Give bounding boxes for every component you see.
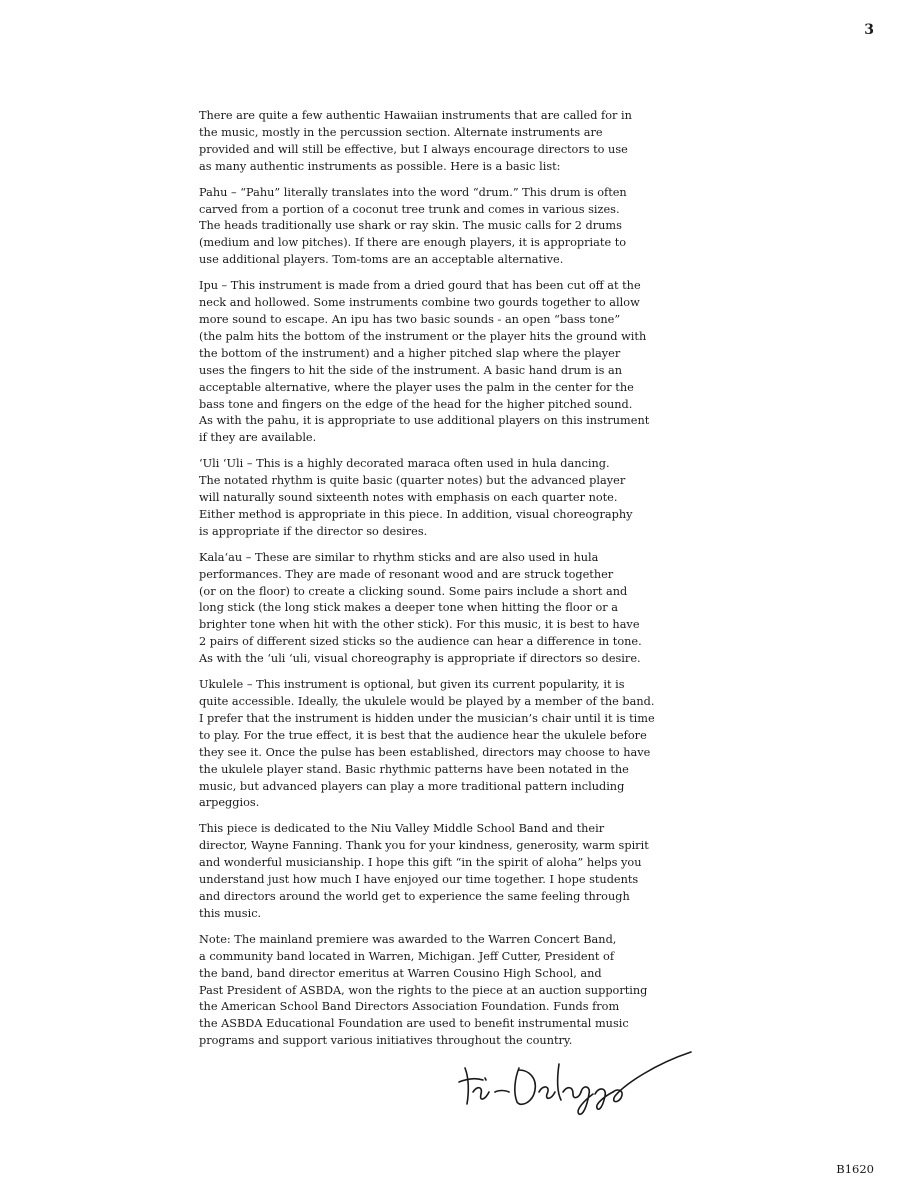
paragraph <box>199 278 704 447</box>
text-line: long stick (the long stick makes a deeper tone when hitting the floor or a <box>199 601 618 615</box>
text-line: the ukulele player stand. Basic rhythmic patterns have been notated in the <box>199 762 629 776</box>
text-line: arpeggios. <box>199 796 260 810</box>
text-line: carved from a portion of a coconut tree trunk and comes in various sizes. <box>199 202 620 216</box>
program-notes <box>199 108 704 1059</box>
text-line: The notated rhythm is quite basic (quarter notes) but the advanced player <box>199 474 626 488</box>
text-line: Note: The mainland premiere was awarded to the Warren Concert Band, <box>199 932 617 946</box>
text-line: performances. They are made of resonant wood and are struck together <box>199 567 614 581</box>
handwritten-signature-icon <box>455 1048 695 1120</box>
text-line: quite accessible. Ideally, the ukulele would be played by a member of the band. <box>199 695 655 708</box>
text-line: Either method is appropriate in this piece. In addition, visual choreography <box>199 507 633 521</box>
text-line: Kalaʻau – These are similar to rhythm sticks and are also used in hula <box>199 550 599 564</box>
text-line: Ipu – This instrument is made from a dried gourd that has been cut off at the <box>199 279 641 293</box>
text-line: music, but advanced players can play a more traditional pattern including <box>199 779 625 793</box>
text-line: provided and will still be effective, but I always encourage directors to use <box>199 142 628 156</box>
text-line: if they are available. <box>199 431 317 445</box>
text-line: more sound to escape. An ipu has two basic sounds - an open “bass tone” <box>199 312 621 326</box>
paragraph <box>199 108 704 176</box>
text-line: ʻUli ʻUli – This is a highly decorated maraca often used in hula dancing. <box>199 457 610 471</box>
paragraph <box>199 185 704 270</box>
text-line: a community band located in Warren, Michigan. Jeff Cutter, President of <box>199 949 615 963</box>
text-line: The heads traditionally use shark or ray skin. The music calls for 2 drums <box>199 219 622 233</box>
text-line: director, Wayne Fanning. Thank you for your kindness, generosity, warm spirit <box>199 839 649 853</box>
text-line: they see it. Once the pulse has been established, directors may choose to have <box>199 745 651 759</box>
text-line: (or on the floor) to create a clicking sound. Some pairs include a short and <box>199 584 628 598</box>
text-line: neck and hollowed. Some instruments combine two gourds together to allow <box>199 296 640 310</box>
paragraph <box>199 456 704 541</box>
text-line: acceptable alternative, where the player uses the palm in the center for the <box>199 380 634 394</box>
text-line: 2 pairs of different sized sticks so the audience can hear a difference in tone. <box>199 635 642 649</box>
text-line: will naturally sound sixteenth notes with emphasis on each quarter note. <box>199 491 618 505</box>
text-line: the band, band director emeritus at Warren Cousino High School, and <box>199 966 602 980</box>
text-line: the American School Band Directors Association Foundation. Funds from <box>199 1000 620 1014</box>
text-line: and wonderful musicianship. I hope this gift “in the spirit of aloha” helps you <box>199 856 642 870</box>
paragraph <box>199 932 704 1050</box>
text-line: and directors around the world get to experience the same feeling through <box>199 889 630 903</box>
paragraph <box>199 677 704 812</box>
catalog-number: B1620 <box>836 1162 874 1176</box>
text-line: There are quite a few authentic Hawaiian instruments that are called for in <box>199 109 632 122</box>
paragraph <box>199 550 704 668</box>
text-line: (medium and low pitches). If there are enough players, it is appropriate to <box>199 236 627 250</box>
paragraph <box>199 821 704 922</box>
text-line: uses the fingers to hit the side of the instrument. A basic hand drum is an <box>199 363 623 377</box>
text-line: This piece is dedicated to the Niu Valley Middle School Band and their <box>199 822 605 836</box>
text-line: (the palm hits the bottom of the instrument or the player hits the ground with <box>199 329 647 343</box>
text-line: as many authentic instruments as possible. Here is a basic list: <box>199 159 561 173</box>
text-line: this music. <box>199 906 262 920</box>
text-line: As with the ʻuli ʻuli, visual choreography is appropriate if directors so desire. <box>199 652 641 666</box>
text-line: Pahu – “Pahu” literally translates into the word “drum.” This drum is often <box>199 185 627 199</box>
text-line: Ukulele – This instrument is optional, but given its current popularity, it is <box>199 678 625 692</box>
text-line: I prefer that the instrument is hidden under the musician’s chair until it is time <box>199 711 655 725</box>
text-line: the ASBDA Educational Foundation are used to benefit instrumental music <box>199 1017 629 1031</box>
page-number: 3 <box>864 22 874 38</box>
text-line: As with the pahu, it is appropriate to use additional players on this instrument <box>199 414 650 428</box>
text-line: programs and support various initiatives throughout the country. <box>199 1034 573 1048</box>
text-line: use additional players. Tom-toms are an acceptable alternative. <box>199 253 564 267</box>
text-line: the bottom of the instrument) and a higher pitched slap where the player <box>199 346 621 360</box>
text-line: to play. For the true effect, it is best that the audience hear the ukulele before <box>199 728 647 742</box>
text-line: brighter tone when hit with the other stick). For this music, it is best to have <box>199 618 640 632</box>
text-line: bass tone and fingers on the edge of the head for the higher pitched sound. <box>199 397 633 411</box>
text-line: is appropriate if the director so desires. <box>199 524 428 538</box>
text-line: Past President of ASBDA, won the rights to the piece at an auction supporting <box>199 983 648 997</box>
text-line: the music, mostly in the percussion section. Alternate instruments are <box>199 125 603 139</box>
text-line: understand just how much I have enjoyed our time together. I hope students <box>199 873 639 887</box>
